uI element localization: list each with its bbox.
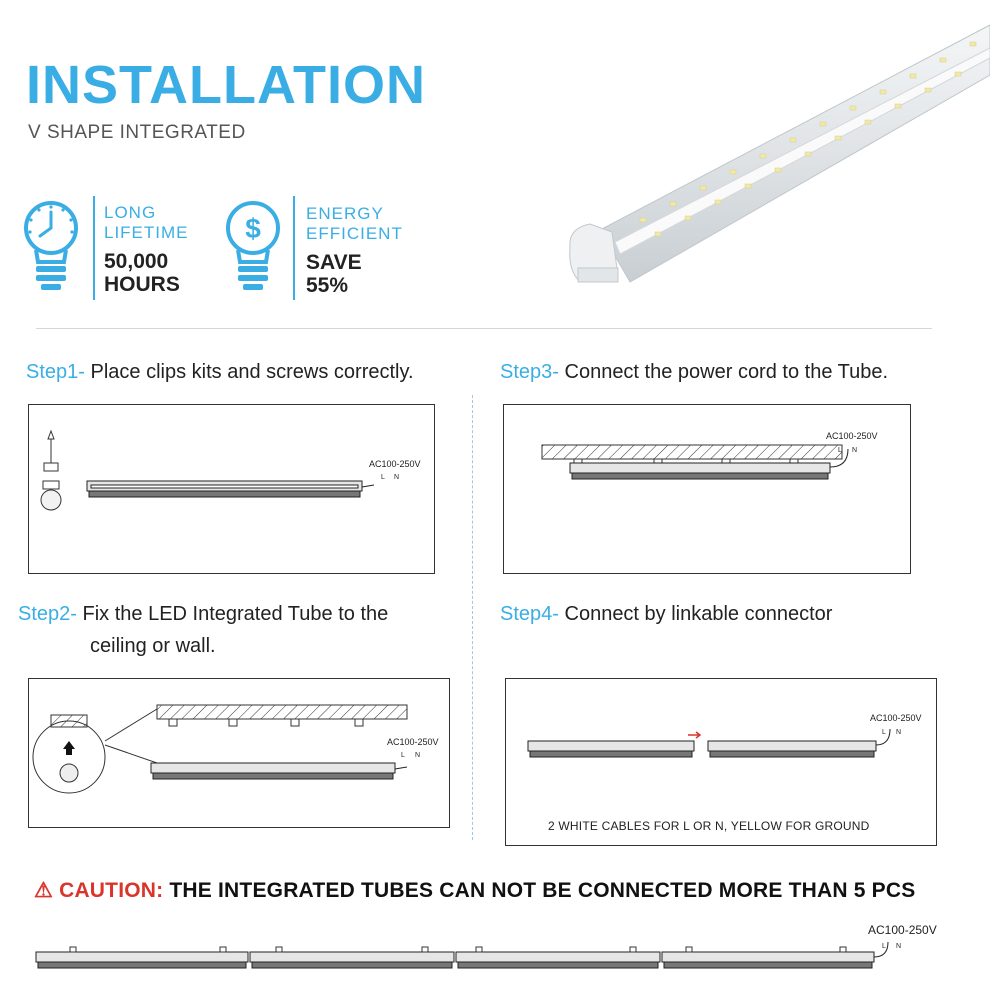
section-divider bbox=[36, 328, 932, 329]
feature-lifetime bbox=[104, 203, 189, 296]
step3-diagram bbox=[503, 404, 911, 574]
voltage-label: AC100-250V bbox=[826, 431, 878, 441]
dollar-bulb-icon bbox=[224, 198, 282, 296]
caution-line bbox=[34, 878, 915, 903]
feature-label: EFFICIENT bbox=[306, 224, 403, 243]
step1-diagram bbox=[28, 404, 435, 574]
tube-product-image bbox=[560, 20, 990, 290]
step2-heading bbox=[18, 598, 388, 630]
feature-value: SAVE bbox=[306, 251, 362, 274]
l-label: L bbox=[838, 447, 842, 454]
clock-bulb-icon bbox=[22, 198, 80, 296]
voltage-label: AC100-250V bbox=[369, 459, 421, 469]
l-label: L bbox=[381, 474, 385, 481]
l-label: L bbox=[882, 729, 886, 736]
n-label: N bbox=[896, 729, 902, 736]
page-title: INSTALLATION bbox=[26, 55, 426, 115]
step-text: Connect by linkable connector bbox=[564, 603, 833, 625]
voltage-label: AC100-250V bbox=[387, 737, 439, 747]
linked-tubes-diagram bbox=[30, 920, 970, 980]
n-label: N bbox=[896, 943, 902, 950]
step1-heading bbox=[26, 356, 414, 388]
feature-divider bbox=[293, 196, 295, 300]
l-label: L bbox=[401, 752, 405, 759]
step-text: Place clips kits and screws correctly. bbox=[90, 361, 414, 383]
feature-value: 50,000 bbox=[104, 250, 169, 273]
voltage-label: AC100-250V bbox=[870, 713, 922, 723]
feature-label: LIFETIME bbox=[104, 223, 189, 242]
step-text: Fix the LED Integrated Tube to the bbox=[82, 603, 389, 625]
caution-text: THE INTEGRATED TUBES CAN NOT BE CONNECTED MORE THAN 5 PCS bbox=[169, 879, 916, 902]
n-label: N bbox=[852, 447, 858, 454]
cable-note: 2 WHITE CABLES FOR L OR N, YELLOW FOR GROUND bbox=[548, 819, 870, 833]
n-label: N bbox=[394, 474, 400, 481]
column-divider bbox=[472, 395, 473, 840]
step4-heading bbox=[500, 598, 832, 630]
step3-heading bbox=[500, 356, 888, 388]
feature-value: 55% bbox=[306, 274, 349, 297]
page-subtitle: V SHAPE INTEGRATED bbox=[28, 122, 246, 143]
step-text: Connect the power cord to the Tube. bbox=[564, 361, 889, 383]
feature-label: LONG bbox=[104, 203, 157, 222]
caution-tag: CAUTION: bbox=[59, 879, 164, 902]
feature-energy bbox=[306, 204, 403, 297]
n-label: N bbox=[415, 752, 421, 759]
feature-value: HOURS bbox=[104, 273, 180, 296]
step-tag: Step2- bbox=[18, 603, 77, 625]
voltage-label: AC100-250V bbox=[868, 923, 937, 937]
svg-text:$: $ bbox=[245, 213, 261, 244]
warning-icon: ⚠ bbox=[34, 879, 54, 902]
step4-diagram bbox=[505, 678, 937, 846]
step-text: ceiling or wall. bbox=[90, 635, 216, 657]
step2-diagram bbox=[28, 678, 450, 828]
feature-divider bbox=[93, 196, 95, 300]
step-tag: Step1- bbox=[26, 361, 85, 383]
step-tag: Step4- bbox=[500, 603, 559, 625]
step-tag: Step3- bbox=[500, 361, 559, 383]
l-label: L bbox=[882, 943, 886, 950]
feature-label: ENERGY bbox=[306, 204, 384, 223]
